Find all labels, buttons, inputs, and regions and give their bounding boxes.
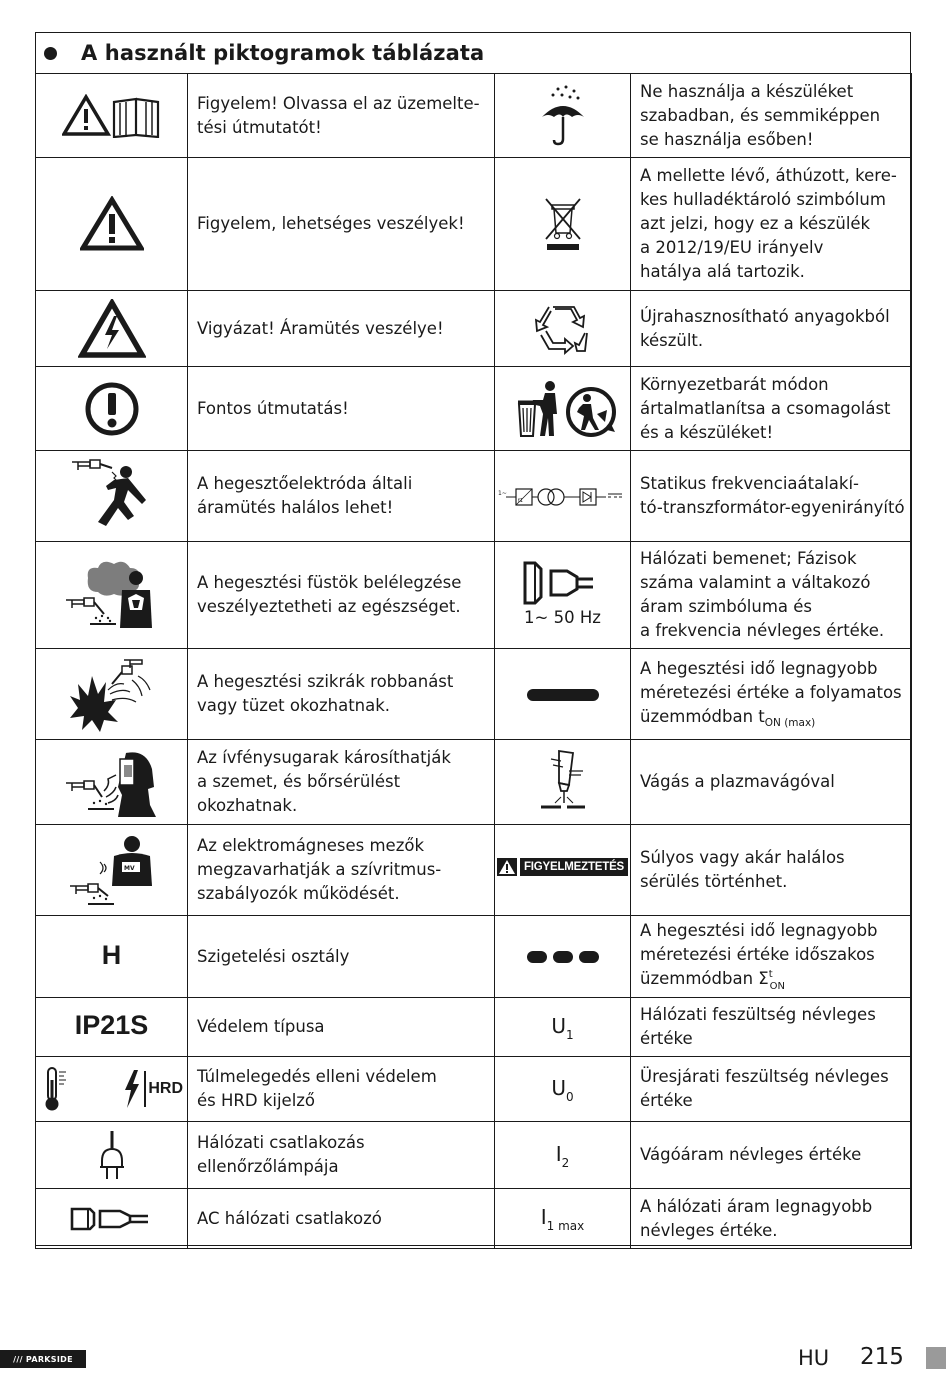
table-row: [36, 1122, 912, 1189]
arc-radiation-icon: [36, 740, 188, 825]
table-row: [36, 649, 912, 740]
row-text-line: Vágás a plazmavágóval: [640, 772, 835, 791]
row-text-line: okozhatnak.: [197, 796, 298, 815]
electric-shock-warning-icon: [36, 291, 188, 367]
lightning-icon: [122, 1068, 142, 1110]
overheat-hrd-icon: [36, 1057, 188, 1122]
row-text-line: se használja esőben!: [640, 129, 814, 149]
subscript: 1 max: [546, 1219, 585, 1233]
row-text-line: és HRD kijelző: [197, 1091, 316, 1110]
pacemaker-warning-icon: [36, 825, 188, 916]
row-text-line: Üresjárati feszültség névleges: [640, 1067, 889, 1086]
max-mains-current-symbol: I: [540, 1205, 547, 1229]
insulation-class-icon: H: [101, 939, 122, 970]
page-number: 215: [860, 1344, 904, 1370]
warning-and-manual-icon: [36, 74, 188, 158]
row-text-line: Vágóáram névleges értéke: [640, 1145, 862, 1164]
svg-text:MV: MV: [123, 865, 135, 872]
table-row: [36, 740, 912, 825]
row-text-line: A hálózati áram legnagyobb: [640, 1196, 873, 1216]
row-text-line: száma valamint a váltakozó: [640, 573, 871, 592]
no-load-voltage-symbol: U: [551, 1075, 566, 1100]
row-text-line: hatálya alá tartozik.: [640, 262, 805, 281]
warning-label-icon: [495, 825, 631, 916]
row-text-line: Statikus frekvenciaátalakí-: [640, 474, 860, 493]
recycle-icon: [495, 291, 631, 367]
cutting-current-symbol: I: [555, 1141, 562, 1166]
row-text-line: készült.: [640, 330, 704, 350]
row-text-line: A mellette lévő, áthúzott, kere-: [640, 166, 897, 185]
row-text-line: kes hulladéktároló szimbólum: [640, 190, 886, 209]
row-text-line: és a készüléket!: [640, 422, 774, 442]
table-row: [36, 1057, 912, 1122]
row-text-line: ártalmatlanítsa a csomagolást: [640, 398, 891, 418]
mains-input-label: 1~ 50 Hz: [524, 608, 601, 627]
table-title: A használt piktogramok táblázata: [81, 41, 485, 65]
row-text-line-part: üzemmódban Σ: [640, 969, 769, 988]
svg-text:1~: 1~: [497, 489, 507, 497]
ip-rating-icon: IP21S: [74, 1010, 149, 1040]
row-text-line: Figyelem, lehetséges veszélyek!: [197, 214, 465, 233]
row-text-line: [640, 967, 905, 994]
ac-plug-icon: [36, 1189, 188, 1249]
pictogram-table: [35, 73, 912, 1249]
mains-input-icon: [495, 542, 631, 649]
intermittent-mode-icon: [495, 916, 631, 998]
rated-voltage-symbol: U: [551, 1013, 566, 1038]
mains-lamp-icon: [36, 1122, 188, 1189]
row-text-line-part: üzemmódban t: [640, 707, 765, 726]
row-text-line: sérülés történhet.: [640, 872, 788, 891]
pictogram-table-panel: [35, 32, 911, 1246]
row-text-line: szabadban, és semmiképpen: [640, 105, 881, 125]
row-text-line: A hegesztési szikrák robbanást: [197, 672, 454, 691]
row-text-line: áram szimbóluma és: [640, 597, 813, 616]
important-note-icon: [36, 367, 188, 451]
welding-sparks-explosion-icon: [36, 649, 188, 740]
thermometer-icon: [42, 1066, 70, 1112]
warning-triangle-icon: [497, 858, 517, 876]
row-text-line: Újrahasznosítható anyagokból: [640, 306, 890, 326]
welding-fumes-icon: [36, 542, 188, 649]
continuous-mode-icon: [495, 649, 631, 740]
row-text-line: Hálózati bemenet; Fázisok: [640, 549, 857, 568]
row-text-line: névleges értéke.: [640, 1220, 778, 1240]
table-row: [36, 542, 912, 649]
table-row: [36, 74, 912, 158]
crossed-bin-icon: [495, 158, 631, 291]
subscript: ON: [769, 981, 785, 992]
row-text-line: Súlyos vagy akár halálos: [640, 848, 845, 867]
language-code: HU: [798, 1346, 830, 1370]
row-text-line: megzavarhatják a szívritmus-: [197, 860, 442, 879]
page-edge-marker: [926, 1347, 946, 1369]
frequency-converter-icon: [495, 451, 631, 542]
row-text-line: Az elektromágneses mezők: [197, 836, 425, 855]
row-text-line: Szigetelési osztály: [197, 946, 350, 966]
eco-disposal-icon: [495, 367, 631, 451]
row-text-line: Figyelem! Olvassa el az üzemelte-: [197, 93, 480, 113]
row-text-line: Fontos útmutatás!: [197, 398, 349, 418]
table-row: [36, 998, 912, 1057]
row-text-line: Hálózati csatlakozás: [197, 1133, 365, 1152]
row-text-line: értéke: [640, 1029, 693, 1048]
row-text-line: AC hálózati csatlakozó: [197, 1208, 382, 1228]
row-text-line: A hegesztési idő legnagyobb: [640, 921, 878, 940]
row-text-line: értéke: [640, 1091, 693, 1110]
row-text-line: Hálózati feszültség névleges: [640, 1005, 876, 1024]
electrode-shock-icon: [36, 451, 188, 542]
subscript: 2: [561, 1155, 570, 1170]
row-text-line: tési útmutatót!: [197, 117, 322, 137]
row-text-line: Ne használja a készüléket: [640, 81, 854, 101]
row-text-line: a 2012/19/EU irányelv: [640, 238, 824, 257]
row-text-line: tó-transzformátor-egyenirányító: [640, 498, 905, 517]
row-text-line: [640, 705, 905, 731]
row-text-line: a frekvencia névleges értéke.: [640, 621, 885, 640]
table-title-bar: [36, 33, 912, 74]
row-text-line: A hegesztőelektróda általi: [197, 474, 413, 493]
hrd-label: HRD: [148, 1080, 183, 1097]
subscript: 0: [566, 1089, 574, 1104]
row-text-line: A hegesztési füstök belélegzése: [197, 573, 462, 592]
table-row: [36, 291, 912, 367]
row-text-line: méretezési értéke a folyamatos: [640, 683, 902, 702]
table-row: [36, 158, 912, 291]
superscript: t: [768, 969, 773, 980]
row-text-line: Környezetbarát módon: [640, 374, 829, 394]
row-text-line: Az ívfénysugarak károsíthatják: [197, 748, 451, 767]
brand-logo: /// PARKSIDE: [0, 1350, 86, 1368]
row-text-line: Vigyázat! Áramütés veszélye!: [197, 318, 444, 338]
row-text-line: Túlmelegedés elleni védelem: [197, 1067, 437, 1086]
row-text-line: áramütés halálos lehet!: [197, 498, 394, 517]
row-text-line: veszélyeztetheti az egészséget.: [197, 597, 461, 616]
warning-label: FIGYELMEZTETÉS: [520, 858, 628, 876]
row-text-line: szabályozók működését.: [197, 884, 400, 903]
svg-text:f1: f1: [517, 497, 523, 504]
row-text-line: ellenőrzőlámpája: [197, 1157, 339, 1176]
subscript: ON (max): [764, 717, 816, 729]
table-row: [36, 1189, 912, 1249]
row-text-line: vagy tüzet okozhatnak.: [197, 696, 391, 715]
table-row: [36, 367, 912, 451]
vertical-divider: [144, 1071, 146, 1107]
row-text-line: azt jelzi, hogy ez a készülék: [640, 214, 871, 233]
table-row: [36, 451, 912, 542]
warning-triangle-icon: [36, 158, 188, 291]
row-text-line: a szemet, és bőrsérülést: [197, 772, 401, 791]
row-text-line: méretezési értéke időszakos: [640, 945, 875, 964]
no-rain-umbrella-icon: [495, 74, 631, 158]
row-text-line: A hegesztési idő legnagyobb: [640, 659, 878, 678]
plasma-cutting-icon: [495, 740, 631, 825]
table-row: [36, 916, 912, 998]
table-row: [36, 825, 912, 916]
bullet-icon: [44, 47, 57, 60]
subscript: 1: [566, 1027, 574, 1042]
row-text-line: Védelem típusa: [197, 1017, 325, 1036]
